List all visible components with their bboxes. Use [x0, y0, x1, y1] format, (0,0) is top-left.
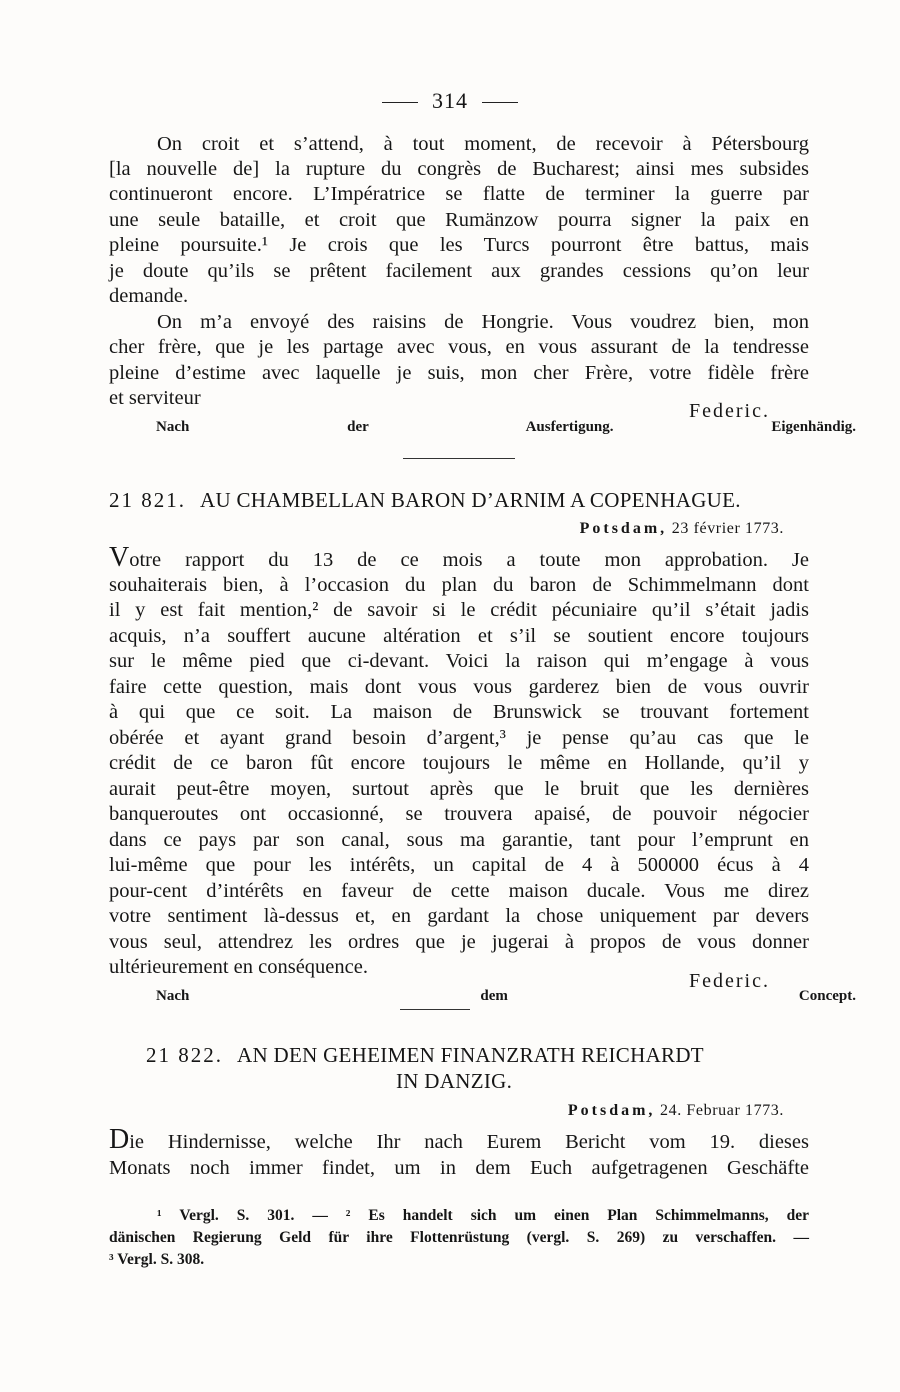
body-line: à qui que ce soit. La maison de Brunswick se trouvant fortement — [109, 701, 809, 723]
body-line: lui-même que pour les intérêts, un capital de 4 à 500000 écus à 4 — [109, 854, 809, 876]
letter-date: 24. Februar 1773. — [660, 1102, 784, 1119]
body-line: On croit et s’attend, à tout moment, de recevoir à Pétersbourg — [157, 133, 809, 155]
footnote-line: ¹ Vergl. S. 301. — ² Es handelt sich um einen Plan Schimmelmanns, der — [157, 1207, 809, 1224]
separator-rule — [400, 1009, 470, 1010]
body-line-first — [109, 542, 809, 573]
body-line: demande. — [109, 285, 189, 307]
letter-place: Potsdam, — [579, 520, 668, 537]
body-line: aurait peut-être moyen, surtout après que le bruit que les dernières — [109, 778, 809, 800]
body-line: pour-cent d’intérêts en faveur de cette maison ducale. Vous me direz — [109, 880, 809, 902]
letter-number: 21 821. — [109, 488, 186, 512]
body-line: sur le même pied que ci-devant. Voici la raison qui m’engage à vous — [109, 650, 809, 672]
body-line: souhaiterais bien, à l’occasion du plan du baron de Schimmelmann dont — [109, 574, 809, 596]
separator-rule — [403, 458, 515, 459]
source-note: Nach dem Concept. — [156, 988, 856, 1004]
body-line: et serviteur — [109, 387, 201, 409]
letter-heading — [109, 488, 809, 513]
body-line: il y est fait mention,² de savoir si le crédit pécuniaire qu’il s’était jadis — [109, 599, 809, 621]
body-line-first — [109, 1124, 809, 1155]
body-line: crédit de ce baron fût encore toujours le même en Hollande, qu’il y — [109, 752, 809, 774]
body-line: continueront encore. L’Impératrice se flatte de terminer la guerre par — [109, 183, 809, 205]
body-line: banqueroutes ont occasionné, se trouvera apaisé, de pouvoir négocier — [109, 803, 809, 825]
letter-title: AN DEN GEHEIMEN FINANZRATH REICHARDT — [237, 1043, 704, 1067]
letter-dateline — [580, 520, 784, 538]
body-line: une seule bataille, et croit que Rumänzow pourra signer la paix en — [109, 209, 809, 231]
page-number: 314 — [432, 88, 468, 113]
header-dash-left — [382, 102, 418, 103]
body-line: faire cette question, mais dont vous vous garderez bien de vous ouvrir — [109, 676, 809, 698]
header-dash-right — [482, 102, 518, 103]
body-line-text: otre rapport du 13 de ce mois a toute mon approbation. Je — [129, 549, 809, 571]
letter-dateline — [568, 1102, 784, 1120]
source-note: Nach der Ausfertigung. Eigenhändig. — [156, 419, 856, 435]
letter-heading — [146, 1043, 806, 1068]
body-line: acquis, n’a souffert aucune altération et s’il se soutient encore toujours — [109, 625, 809, 647]
body-line: vous seul, attendrez les ordres que je jugerai à propos de vous donner — [109, 931, 809, 953]
letter-date: 23 février 1773. — [671, 520, 784, 537]
body-line: pleine poursuite.¹ Je crois que les Turcs pourront être battus, mais — [109, 234, 809, 256]
body-line: [la nouvelle de] la rupture du congrès de Bucharest; ainsi mes subsides — [109, 158, 809, 180]
page-header — [0, 88, 900, 114]
body-line: dans ce pays par son canal, sous ma garantie, tant pour l’emprunt en — [109, 829, 809, 851]
footnote-line: ³ Vergl. S. 308. — [109, 1251, 205, 1268]
drop-initial: D — [109, 1124, 130, 1155]
signature: Federic. — [689, 970, 770, 992]
letter-place: Potsdam, — [567, 1102, 656, 1119]
letter-title-line2: IN DANZIG. — [396, 1069, 513, 1093]
body-line: je doute qu’ils se prêtent facilement aux grandes cessions qu’on leur — [109, 260, 809, 282]
signature: Federic. — [689, 400, 770, 422]
body-line: pleine d’estime avec laquelle je suis, mon cher Frère, votre fidèle frère — [109, 362, 809, 384]
body-line: votre sentiment là-dessus et, en gardant la chose uniquement par devers — [109, 905, 809, 927]
body-line: On m’a envoyé des raisins de Hongrie. Vous voudrez bien, mon — [157, 311, 809, 333]
body-line: obérée et ayant grand besoin d’argent,³ je pense qu’au cas que le — [109, 727, 809, 749]
drop-initial: V — [109, 542, 130, 573]
letter-number: 21 822. — [146, 1043, 223, 1067]
body-line: Monats noch immer findet, um in dem Euch aufgetragenen Geschäfte — [109, 1157, 809, 1179]
footnote-line: dänischen Regierung Geld für ihre Flottenrüstung (vergl. S. 269) zu verschaffen. — — [109, 1229, 809, 1246]
body-line: cher frère, que je les partage avec vous, en vous assurant de la tendresse — [109, 336, 809, 358]
body-line-text: ie Hindernisse, welche Ihr nach Eurem Bericht vom 19. dieses — [129, 1131, 809, 1153]
body-line: ultérieurement en conséquence. — [109, 956, 368, 978]
letter-title: AU CHAMBELLAN BARON D’ARNIM A COPENHAGUE. — [200, 488, 741, 512]
